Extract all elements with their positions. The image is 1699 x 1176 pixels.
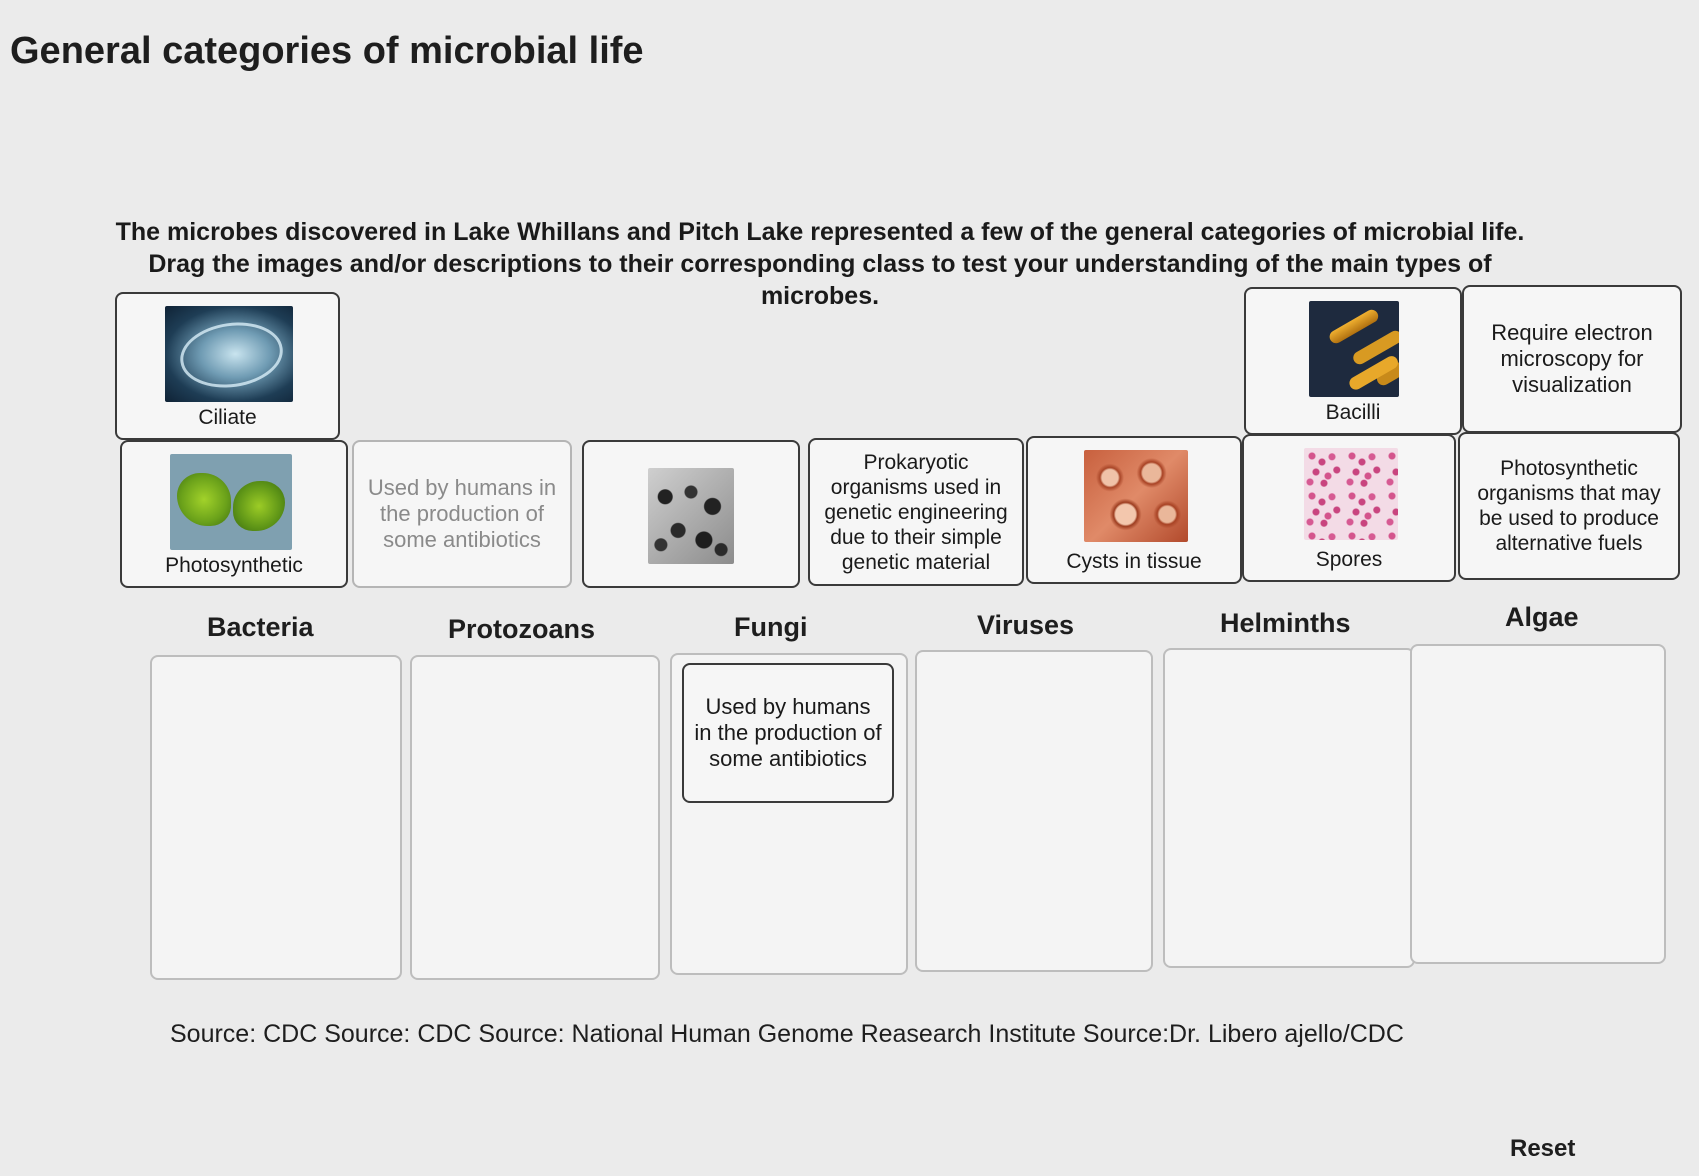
- tile-text: Used by humans in the production of some antibiotics: [694, 694, 882, 771]
- drop-zone-algae[interactable]: [1410, 644, 1666, 964]
- tile-bacilli[interactable]: [1244, 287, 1462, 435]
- tile-prokaryotic[interactable]: [808, 438, 1024, 586]
- instructions: The microbes discovered in Lake Whillans and Pitch Lake represented a few of the general categories of microbial life. Drag the images and/or descriptions to their corresponding class to test your understanding of the main types of microbes.: [115, 218, 1525, 310]
- tile-text: Require electron microscopy for visualization: [1491, 320, 1653, 397]
- tile-caption: Photosynthetic: [165, 554, 303, 577]
- green-algae-image: [170, 454, 292, 550]
- tile-ciliate[interactable]: [115, 292, 340, 440]
- tissue-cysts-image: [1084, 450, 1188, 542]
- tile-caption: Spores: [1315, 548, 1383, 571]
- category-label-bacteria: Bacteria: [207, 612, 314, 642]
- tile-alternative-fuels[interactable]: [1458, 432, 1680, 580]
- tile-fungi-image[interactable]: [582, 440, 800, 588]
- category-label-fungi: Fungi: [734, 612, 808, 642]
- drop-zone-viruses[interactable]: [915, 650, 1153, 972]
- placed-tile-antibiotics[interactable]: [682, 663, 894, 803]
- tile-cysts[interactable]: [1026, 436, 1242, 584]
- category-label-protozoans: Protozoans: [448, 614, 596, 644]
- reset-button[interactable]: Reset: [1510, 1135, 1576, 1162]
- tile-caption: Bacilli: [1325, 401, 1381, 424]
- ciliate-image: [165, 306, 293, 402]
- tile-antibiotics-placeholder: [352, 440, 572, 588]
- category-label-algae: Algae: [1505, 602, 1579, 632]
- category-label-viruses: Viruses: [977, 610, 1075, 640]
- page-title: General categories of microbial life: [10, 30, 644, 72]
- drop-zone-fungi[interactable]: [670, 653, 908, 975]
- pink-spores-image: [1304, 448, 1398, 540]
- tile-photosynthetic[interactable]: [120, 440, 348, 588]
- tile-text: Prokaryotic organisms used in genetic engineering due to their simple genetic material: [824, 450, 1008, 574]
- drop-zone-helminths[interactable]: [1163, 648, 1415, 968]
- bacilli-image: [1309, 301, 1399, 397]
- drop-zone-protozoans[interactable]: [410, 655, 660, 980]
- drop-zone-bacteria[interactable]: [150, 655, 402, 980]
- tile-text: Used by humans in the production of some antibiotics: [367, 475, 557, 552]
- tile-spores[interactable]: [1242, 434, 1456, 582]
- tile-caption: Ciliate: [198, 406, 257, 429]
- tile-electron-microscopy[interactable]: [1462, 285, 1682, 433]
- tile-text: Photosynthetic organisms that may be used to produce alternative fuels: [1477, 457, 1661, 555]
- category-label-helminths: Helminths: [1220, 608, 1351, 638]
- tile-caption: Cysts in tissue: [1066, 550, 1202, 573]
- source-credits: Source: CDC Source: CDC Source: National Human Genome Reasearch Institute Source:Dr. Libero ajello/CDC: [170, 1020, 1404, 1048]
- dark-spores-image: [648, 468, 734, 564]
